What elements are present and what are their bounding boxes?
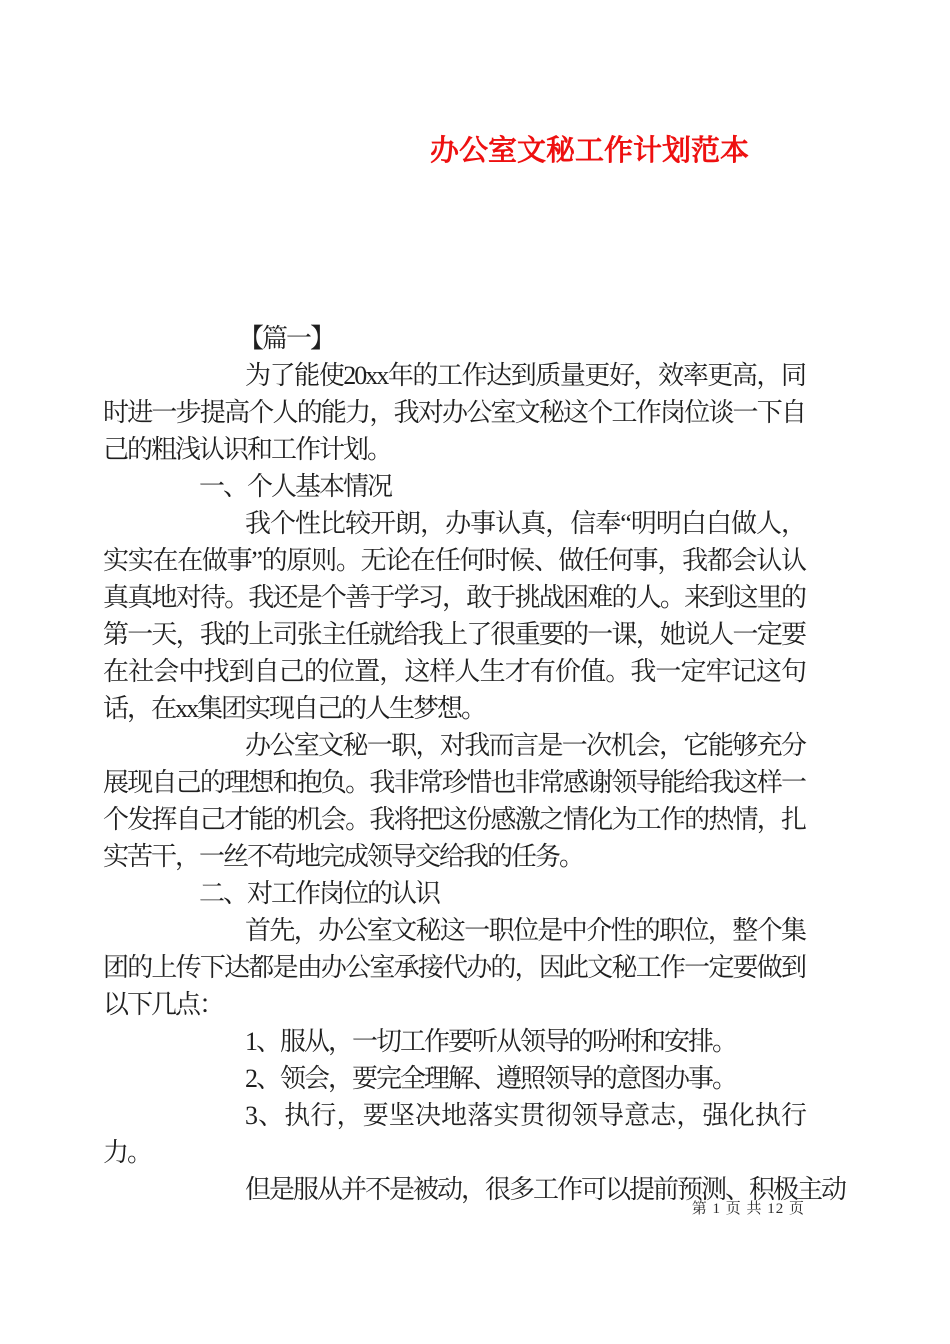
list-item-2: 2、领会，要完全理解、遵照领导的意图办事。 — [245, 1064, 737, 1093]
document-body — [103, 320, 846, 1208]
heading-section-2: 二、对工作岗位的认识 — [199, 879, 440, 908]
list-item-1: 1、服从，一切工作要听从领导的吩咐和安排。 — [245, 1027, 737, 1056]
heading-section-1: 一、个人基本情况 — [199, 472, 392, 501]
paragraph-opportunity: 办公室文秘一职，对我而言是一次机会，它能够充分展现自己的理想和抱负。我非常珍惜也非常感谢领导能给我这样一个发挥自己才能的机会。我将把这份感激之情化为工作的热情，扎实苦干，一丝不苟地完成领导交给我的任务。 — [103, 731, 805, 871]
paragraph-continued: 但是服从并不是被动，很多工作可以提前预测、积极主动 — [245, 1175, 846, 1204]
page-number-label: 第 1 页 共 12 页 — [691, 1201, 805, 1217]
list-item-3: 3、执行，要坚决地落实贯彻领导意志，强化执行力。 — [103, 1101, 805, 1167]
article-tag-part-one: 【篇一】 — [238, 324, 335, 353]
page-footer — [692, 1200, 805, 1218]
paragraph-personal-situation: 我个性比较开朗，办事认真，信奉“明明白白做人，实实在在做事”的原则。无论在任何时候、做任何事，我都会认认真真地对待。我还是个善于学习，敢于挑战困难的人。来到这里的第一天，我的上司张主任就给我上了很重要的一课，她说人一定要在社会中找到自己的位置，这样人生才有价值。我一定牢记这句话，在xx集团实现自己的人生梦想。 — [103, 509, 805, 723]
document-content — [103, 0, 846, 1208]
paragraph-intro: 为了能使20xx年的工作达到质量更好，效率更高，同时进一步提高个人的能力，我对办公室文秘这个工作岗位谈一下自己的粗浅认识和工作计划。 — [103, 361, 805, 464]
document-title: 办公室文秘工作计划范本 — [430, 135, 750, 167]
paragraph-job-understanding: 首先，办公室文秘这一职位是中介性的职位，整个集团的上传下达都是由办公室承接代办的，因此文秘工作一定要做到以下几点： — [103, 916, 805, 1019]
